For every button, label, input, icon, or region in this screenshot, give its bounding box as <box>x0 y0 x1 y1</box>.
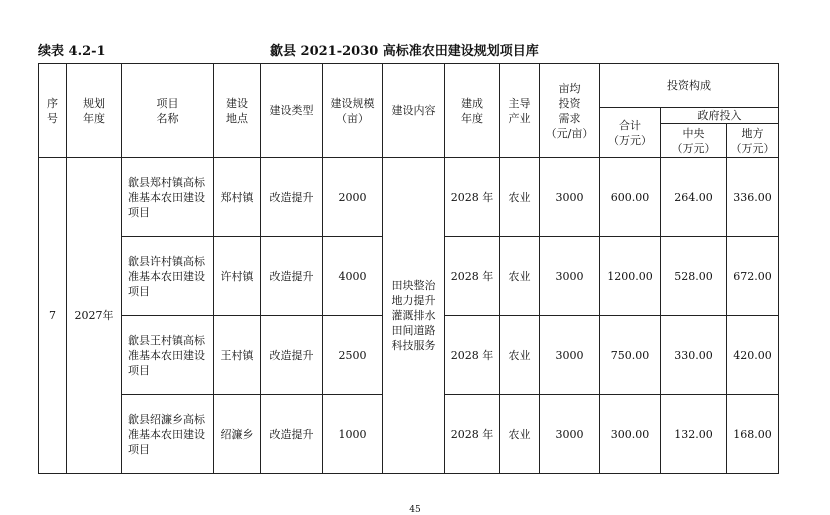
group-content: 田块整治 地力提升 灌溉排水 田间道路 科技服务 <box>383 158 445 474</box>
header-gov: 政府投入 <box>661 108 779 124</box>
location-cell: 王村镇 <box>214 316 261 395</box>
project-name-cell: 歙县郑村镇高标准基本农田建设项目 <box>122 158 214 237</box>
header-build-type: 建设类型 <box>261 64 323 158</box>
central-cell: 330.00 <box>661 316 727 395</box>
scale-cell: 4000 <box>323 237 383 316</box>
header-per-mu: 亩均 投资 需求 （元/亩） <box>540 64 600 158</box>
total-cell: 750.00 <box>600 316 661 395</box>
header-total: 合计 （万元） <box>600 108 661 158</box>
local-cell: 420.00 <box>727 316 779 395</box>
year-cell: 2028 年 <box>445 237 500 316</box>
header-scale: 建设规模 （亩） <box>323 64 383 158</box>
central-cell: 132.00 <box>661 395 727 474</box>
type-cell: 改造提升 <box>261 237 323 316</box>
header-plan-year: 规划 年度 <box>67 64 122 158</box>
header-industry: 主导 产业 <box>500 64 540 158</box>
location-cell: 绍濂乡 <box>214 395 261 474</box>
year-cell: 2028 年 <box>445 395 500 474</box>
local-cell: 336.00 <box>727 158 779 237</box>
scale-cell: 1000 <box>323 395 383 474</box>
table-row <box>39 158 779 237</box>
year-cell: 2028 年 <box>445 316 500 395</box>
industry-cell: 农业 <box>500 316 540 395</box>
total-cell: 600.00 <box>600 158 661 237</box>
type-cell: 改造提升 <box>261 395 323 474</box>
local-cell: 672.00 <box>727 237 779 316</box>
location-cell: 许村镇 <box>214 237 261 316</box>
type-cell: 改造提升 <box>261 158 323 237</box>
industry-cell: 农业 <box>500 158 540 237</box>
central-cell: 264.00 <box>661 158 727 237</box>
per-mu-cell: 3000 <box>540 395 600 474</box>
header-local: 地方 （万元） <box>727 124 779 158</box>
industry-cell: 农业 <box>500 395 540 474</box>
table-title: 歙县 2021-2030 高标准农田建设规划项目库 <box>270 44 539 59</box>
total-cell: 1200.00 <box>600 237 661 316</box>
page-number: 45 <box>409 505 421 515</box>
group-seq: 7 <box>39 158 67 474</box>
total-cell: 300.00 <box>600 395 661 474</box>
header-central: 中央 （万元） <box>661 124 727 158</box>
project-name-cell: 歙县许村镇高标准基本农田建设项目 <box>122 237 214 316</box>
project-name-cell: 歙县绍濂乡高标准基本农田建设项目 <box>122 395 214 474</box>
per-mu-cell: 3000 <box>540 237 600 316</box>
year-cell: 2028 年 <box>445 158 500 237</box>
industry-cell: 农业 <box>500 237 540 316</box>
header-complete-year: 建成 年度 <box>445 64 500 158</box>
local-cell: 168.00 <box>727 395 779 474</box>
header-content: 建设内容 <box>383 64 445 158</box>
per-mu-cell: 3000 <box>540 316 600 395</box>
group-plan-year: 2027年 <box>67 158 122 474</box>
scale-cell: 2000 <box>323 158 383 237</box>
central-cell: 528.00 <box>661 237 727 316</box>
type-cell: 改造提升 <box>261 316 323 395</box>
table-number: 续表 4.2-1 <box>38 44 106 59</box>
scale-cell: 2500 <box>323 316 383 395</box>
header-seq: 序 号 <box>39 64 67 158</box>
project-table <box>38 63 779 474</box>
location-cell: 郑村镇 <box>214 158 261 237</box>
per-mu-cell: 3000 <box>540 158 600 237</box>
header-investment: 投资构成 <box>600 64 779 108</box>
project-name-cell: 歙县王村镇高标准基本农田建设项目 <box>122 316 214 395</box>
header-row-1 <box>39 64 779 108</box>
header-location: 建设 地点 <box>214 64 261 158</box>
header-project-name: 项目 名称 <box>122 64 214 158</box>
